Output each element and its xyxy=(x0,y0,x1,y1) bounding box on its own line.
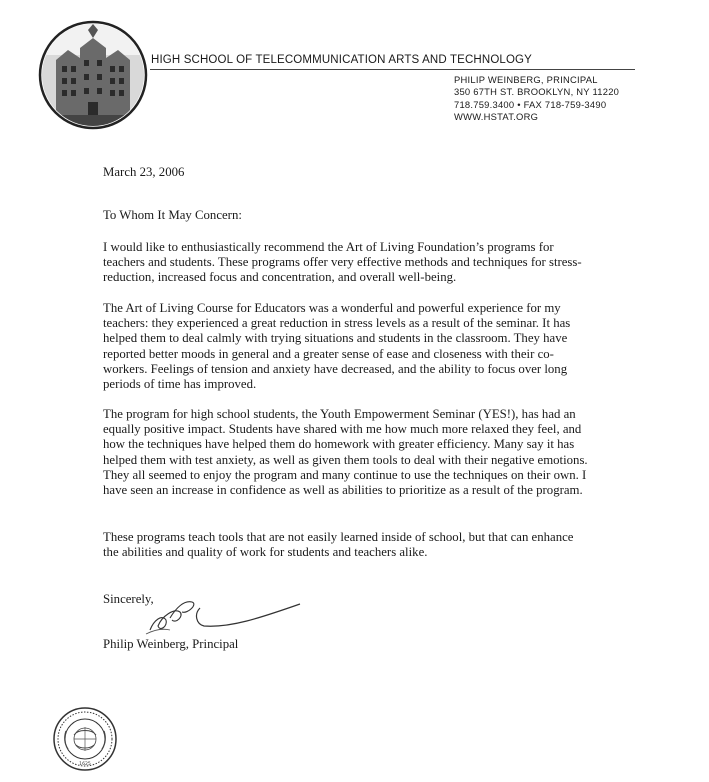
phone-fax-line: 718.759.3400 • FAX 718-759-3490 xyxy=(454,98,607,110)
paragraph-3: The program for high school students, the Youth Empowerment Seminar (YES!), has had an equally positive impact. Students have shared with me how much more relaxed they feel, and how the techniques have helped them do homework with greater efficiency. Many say it has helped them with test anxiety, as well as given them tools to deal with their negative emotions. They all seemed to enjoy the program and many continue to use the techniques on their own. I have seen an increase in confidence as well as abilities to prioritize as a result of the program. xyxy=(103,407,588,498)
paragraph-1: I would like to enthusiastically recommend the Art of Living Foundation’s programs for teachers and students. These programs offer very effective methods and techniques for stress-reduction, increased focus and concentration, and overall well-being. xyxy=(103,240,582,285)
principal-line: PHILIP WEINBERG, PRINCIPAL xyxy=(454,74,598,85)
paragraph-4: These programs teach tools that are not easily learned inside of school, but that can enhance the abilities and quality of work for students and teachers alike. xyxy=(103,530,574,560)
signature-icon xyxy=(140,590,310,640)
school-name: HIGH SCHOOL OF TELECOMMUNICATION ARTS AND TECHNOLOGY xyxy=(151,54,532,66)
seal-year: 1625 xyxy=(79,762,91,767)
header-divider xyxy=(150,69,635,70)
signer-name: Philip Weinberg, Principal xyxy=(103,637,239,651)
website-line: WWW.HSTAT.ORG xyxy=(454,110,539,122)
letter-date: March 23, 2006 xyxy=(103,165,185,179)
contact-block xyxy=(454,74,619,123)
salutation: To Whom It May Concern: xyxy=(103,208,242,222)
school-building-logo-icon xyxy=(38,20,148,130)
address-line: 350 67TH ST. BROOKLYN, NY 11220 xyxy=(454,86,620,98)
paragraph-2: The Art of Living Course for Educators was a wonderful and powerful experience for my teachers: they experienced a great reduction in stress levels as a result of the seminar. It has helped them to deal calmly with trying situations and students in the classroom. They have reported better moods in general and a greater sense of ease and closeness with their co-workers. Feelings of tension and anxiety have decreased, and the ability to focus over long periods of time has improved. xyxy=(103,301,571,392)
closing: Sincerely, xyxy=(103,592,154,606)
city-seal-icon xyxy=(52,705,118,773)
